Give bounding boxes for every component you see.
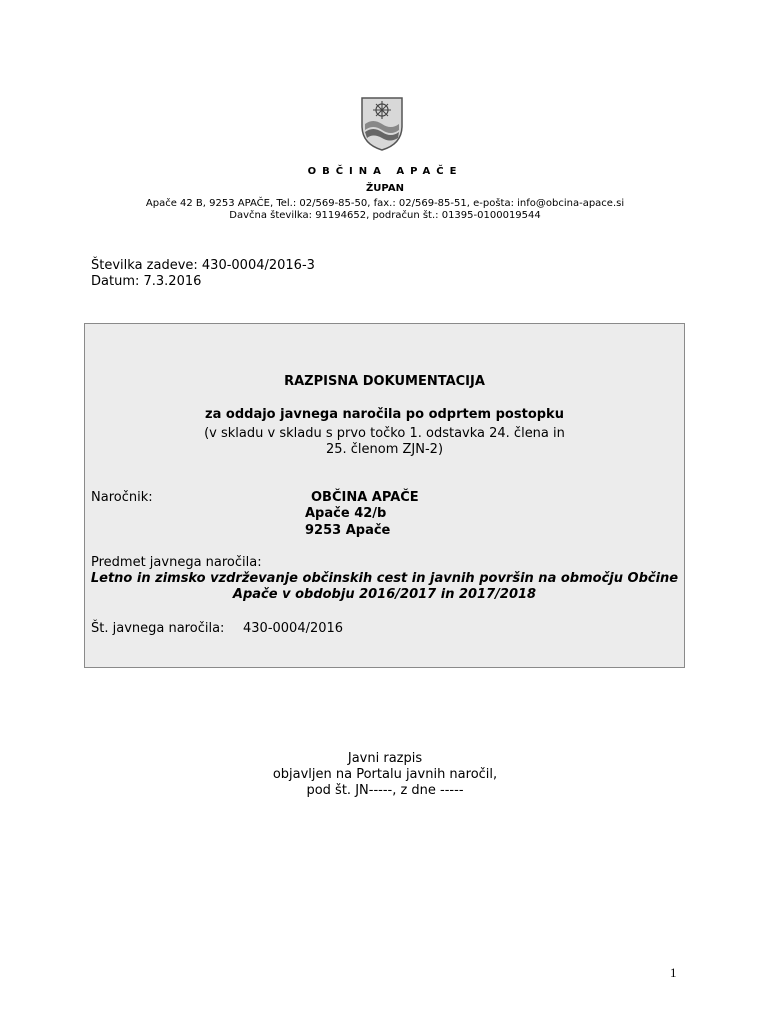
subject-line-1: Letno in zimsko vzdrževanje občinskih cest in javnih površin na območju Občine <box>90 571 679 586</box>
coat-of-arms-icon <box>359 96 405 152</box>
document-subtitle: za oddajo javnega naročila po odprtem postopku <box>205 407 564 422</box>
procurement-number-label: Št. javnega naročila: <box>91 621 225 636</box>
office-title: ŽUPAN <box>366 183 404 194</box>
page-number: 1 <box>670 965 677 980</box>
client-name: OBČINA APAČE <box>311 490 419 505</box>
legal-basis-line-2: 25. členom ZJN-2) <box>325 442 444 457</box>
procurement-number-value: 430-0004/2016 <box>243 621 344 636</box>
address-line: Apače 42 B, 9253 APAČE, Tel.: 02/569-85-50, fax.: 02/569-85-51, e-pošta: info@obcina-apace.si <box>145 198 625 209</box>
subject-label: Predmet javnega naročila: <box>91 555 262 570</box>
municipality-name: OBČINA APAČE <box>307 166 463 177</box>
client-label: Naročnik: <box>91 490 153 505</box>
client-address-line-1: Apače 42/b <box>305 506 387 521</box>
legal-basis-line-1: (v skladu v skladu s prvo točko 1. odstavka 24. člena in <box>204 426 565 441</box>
subject-line-2: Apače v obdobju 2016/2017 in 2017/2018 <box>232 587 537 602</box>
document-date: Datum: 7.3.2016 <box>91 274 202 289</box>
publication-line-1: Javni razpis <box>347 751 423 766</box>
tax-line: Davčna številka: 91194652, podračun št.: 01395-0100019544 <box>229 210 541 221</box>
case-number: Številka zadeve: 430-0004/2016-3 <box>91 258 315 273</box>
publication-line-2: objavljen na Portalu javnih naročil, <box>272 767 498 782</box>
document-title: RAZPISNA DOKUMENTACIJA <box>284 374 485 389</box>
client-address-line-2: 9253 Apače <box>305 523 391 538</box>
publication-line-3: pod št. JN-----, z dne ----- <box>306 783 464 798</box>
